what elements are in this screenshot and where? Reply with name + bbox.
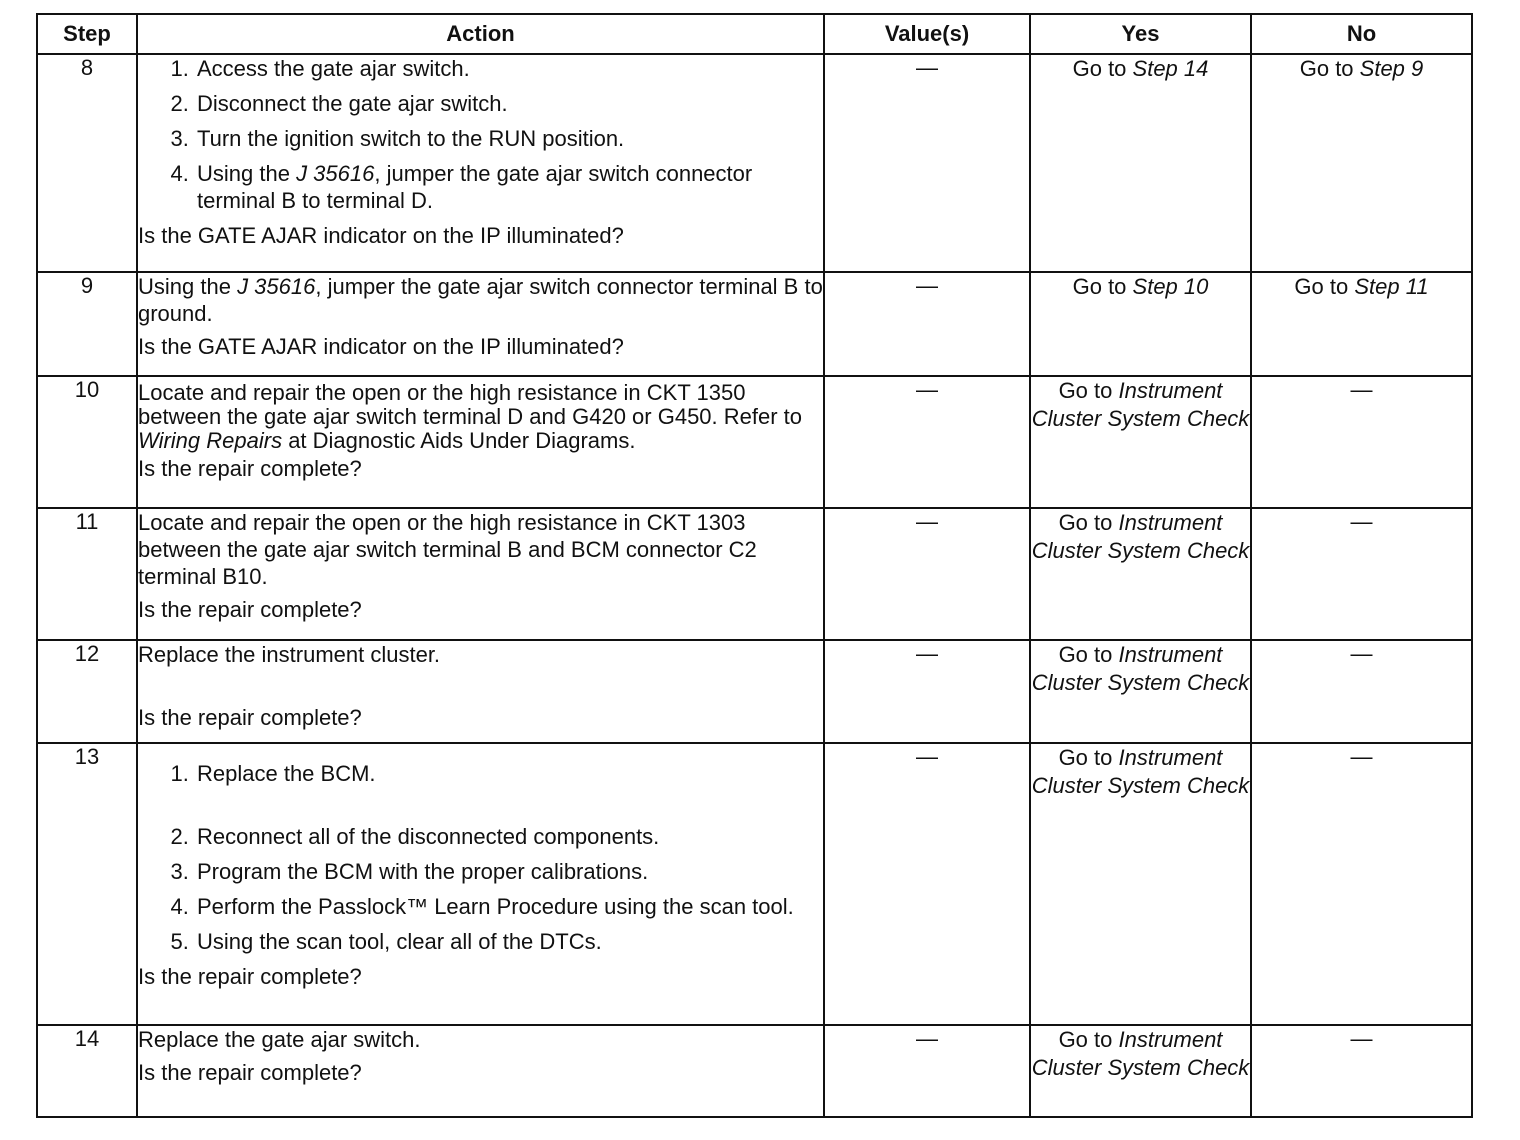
- step-number: 13: [37, 743, 137, 1025]
- no-cell: —: [1251, 376, 1472, 508]
- value-cell: —: [824, 743, 1030, 1025]
- action-text: Locate and repair the open or the high resistance in CKT 1350 between the gate ajar switch terminal D and G420 or G450. Refer to Wiring Repairs at Diagnostic Aids Under Diagrams.: [138, 380, 803, 453]
- list-item: 2. Disconnect the gate ajar switch.: [195, 90, 823, 117]
- step-number: 14: [37, 1025, 137, 1117]
- table-row: [37, 376, 1472, 508]
- table-row: [37, 640, 1472, 743]
- list-item: 4. Perform the Passlock™ Learn Procedure using the scan tool.: [195, 893, 823, 920]
- action-cell: [137, 1025, 824, 1117]
- value-cell: —: [824, 1025, 1030, 1117]
- yes-cell: Go to Instrument Cluster System Check: [1030, 508, 1251, 640]
- yes-cell: Go to Instrument Cluster System Check: [1030, 743, 1251, 1025]
- action-cell: [137, 376, 824, 508]
- no-cell: —: [1251, 1025, 1472, 1117]
- question-text: Is the repair complete?: [138, 964, 362, 989]
- question-text: Is the repair complete?: [138, 456, 362, 481]
- header-step: Step: [37, 14, 137, 54]
- no-cell: Go to Step 9: [1251, 54, 1472, 272]
- no-cell: —: [1251, 743, 1472, 1025]
- action-cell: [137, 640, 824, 743]
- action-cell: [137, 508, 824, 640]
- step-number: 12: [37, 640, 137, 743]
- step-number: 11: [37, 508, 137, 640]
- question-text: Is the repair complete?: [138, 705, 362, 730]
- step-number: 9: [37, 272, 137, 376]
- table-row: [37, 508, 1472, 640]
- action-cell: [137, 743, 824, 1025]
- list-item: 5. Using the scan tool, clear all of the DTCs.: [195, 928, 823, 955]
- list-item: 4. Using the J 35616, jumper the gate ajar switch connector terminal B to terminal D.: [195, 160, 823, 214]
- no-cell: Go to Step 11: [1251, 272, 1472, 376]
- list-item: 1. Replace the BCM.: [195, 760, 823, 787]
- value-cell: —: [824, 54, 1030, 272]
- table-row: [37, 743, 1472, 1025]
- value-cell: —: [824, 376, 1030, 508]
- yes-cell: Go to Instrument Cluster System Check: [1030, 640, 1251, 743]
- action-cell: [137, 272, 824, 376]
- question-text: Is the repair complete?: [138, 1060, 362, 1085]
- diagnostic-table: [36, 13, 1473, 1118]
- step-number: 8: [37, 54, 137, 272]
- list-item: 3. Program the BCM with the proper calibrations.: [195, 858, 823, 885]
- table-row: [37, 54, 1472, 272]
- table-row: [37, 272, 1472, 376]
- list-item: 1. Access the gate ajar switch.: [195, 55, 823, 82]
- no-cell: —: [1251, 508, 1472, 640]
- no-cell: —: [1251, 640, 1472, 743]
- action-list: [138, 55, 823, 214]
- header-row: [37, 14, 1472, 54]
- action-text: Locate and repair the open or the high resistance in CKT 1303 between the gate ajar switch terminal B and BCM connector C2 terminal B10.: [138, 510, 757, 589]
- question-text: Is the repair complete?: [138, 597, 362, 622]
- list-item: 2. Reconnect all of the disconnected components.: [195, 823, 823, 850]
- yes-cell: Go to Step 10: [1030, 272, 1251, 376]
- list-item: 3. Turn the ignition switch to the RUN position.: [195, 125, 823, 152]
- yes-cell: Go to Step 14: [1030, 54, 1251, 272]
- header-no: No: [1251, 14, 1472, 54]
- header-action: Action: [137, 14, 824, 54]
- value-cell: —: [824, 640, 1030, 743]
- step-number: 10: [37, 376, 137, 508]
- value-cell: —: [824, 272, 1030, 376]
- action-text: Using the J 35616, jumper the gate ajar switch connector terminal B to ground.: [138, 274, 823, 326]
- yes-cell: Go to Instrument Cluster System Check: [1030, 1025, 1251, 1117]
- question-text: Is the GATE AJAR indicator on the IP illuminated?: [138, 334, 624, 359]
- action-cell: [137, 54, 824, 272]
- header-yes: Yes: [1030, 14, 1251, 54]
- value-cell: —: [824, 508, 1030, 640]
- header-values: Value(s): [824, 14, 1030, 54]
- action-list: [138, 760, 823, 955]
- question-text: Is the GATE AJAR indicator on the IP illuminated?: [138, 223, 624, 248]
- table-row: [37, 1025, 1472, 1117]
- action-text: Replace the gate ajar switch.: [138, 1027, 421, 1052]
- action-text: Replace the instrument cluster.: [138, 642, 441, 667]
- yes-cell: Go to Instrument Cluster System Check: [1030, 376, 1251, 508]
